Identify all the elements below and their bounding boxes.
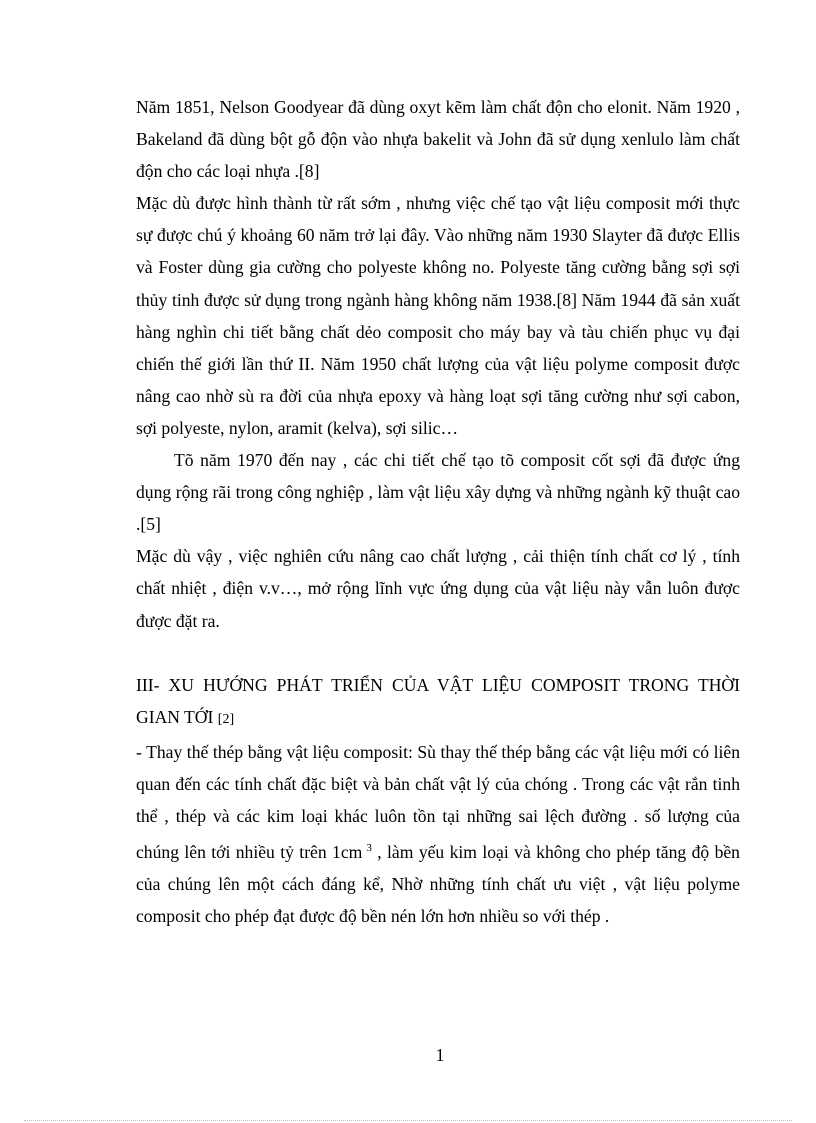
page-number: 1: [435, 1045, 445, 1065]
paragraph-research-continues: Mặc dù vậy , việc nghiên cứu nâng cao chất lượng , cải thiện tính chất cơ lý , tính chất nhiệt , điện v.v…, mở rộng lĩnh vực ứng dụng của vật liệu này vẫn luôn được được đặt ra.: [136, 546, 740, 631]
paragraph-history-fillers: Năm 1851, Nelson Goodyear đã dùng oxyt kẽm làm chất độn cho elonit. Năm 1920 , Bakeland đã dùng bột gỗ độn vào nhựa bakelit và John đã sử dụng xenlulo làm chất độn cho các loại nhựa .[8]: [136, 97, 740, 182]
paragraph-since-1970: Tõ năm 1970 đến nay , các chi tiết chế tạo tõ composit cốt sợi đã được ứng dụng rộng rãi trong công nghiệp , làm vật liệu xây dựng và những ngành kỹ thuật cao .[5]: [136, 450, 740, 535]
paragraph-composite-development: Mặc dù được hình thành từ rất sớm , nhưng việc chế tạo vật liệu composit mới thực sự được chú ý khoảng 60 năm trở lại đây. Vào những năm 1930 Slayter đã được Ellis và Foster dùng gia cường cho polyeste không no. Polyeste tăng cường bằng sợi sợi thủy tinh được sử dụng trong ngành hàng không năm 1938.[8] Năm 1944 đã sản xuất hàng nghìn chi tiết bằng chất dẻo composit cho máy bay và tàu chiến phục vụ đại chiến thế giới lần thứ II. Năm 1950 chất lượng của vật liệu polyme composit được nâng cao nhờ sù ra đời của nhựa epoxy và hàng loạt sợi tăng cường như sợi cabon, sợi polyeste, nylon, aramit (kelva), sợi silic…: [136, 193, 740, 438]
steel-replacement-text-end: , làm yếu kim loại và không cho phép tăng độ bền của chúng lên một cách đáng kể, Nhờ những tính chất ưu việt , vật liệu polyme composit cho phép đạt được độ bền nén lớn hơn nhiều so với thép .: [136, 842, 740, 927]
footer-divider: [24, 1120, 792, 1121]
steel-replacement-text-start: - Thay thế thép bằng vật liệu composit: Sù thay thế thép bằng các vật liệu mới có liên quan đến các tính chất đặc biệt và bản chất vật lý của chóng . Trong các vật rắn tinh thể , thép và các kim loại khác luôn tồn tại những sai lệch đường . số lượng của chúng lên tới nhiều tỷ trên 1cm: [136, 741, 740, 863]
cubic-superscript: 3: [366, 842, 372, 855]
section-heading: [136, 669, 740, 736]
paragraph-steel-replacement: [136, 736, 740, 933]
document-body: [136, 91, 740, 932]
section-heading-citation: [2]: [217, 711, 235, 727]
section-heading-title: III- XU HƯỚNG PHÁT TRIỂN CỦA VẬT LIỆU COMPOSIT TRONG THỜI GIAN TỚI: [136, 674, 740, 727]
